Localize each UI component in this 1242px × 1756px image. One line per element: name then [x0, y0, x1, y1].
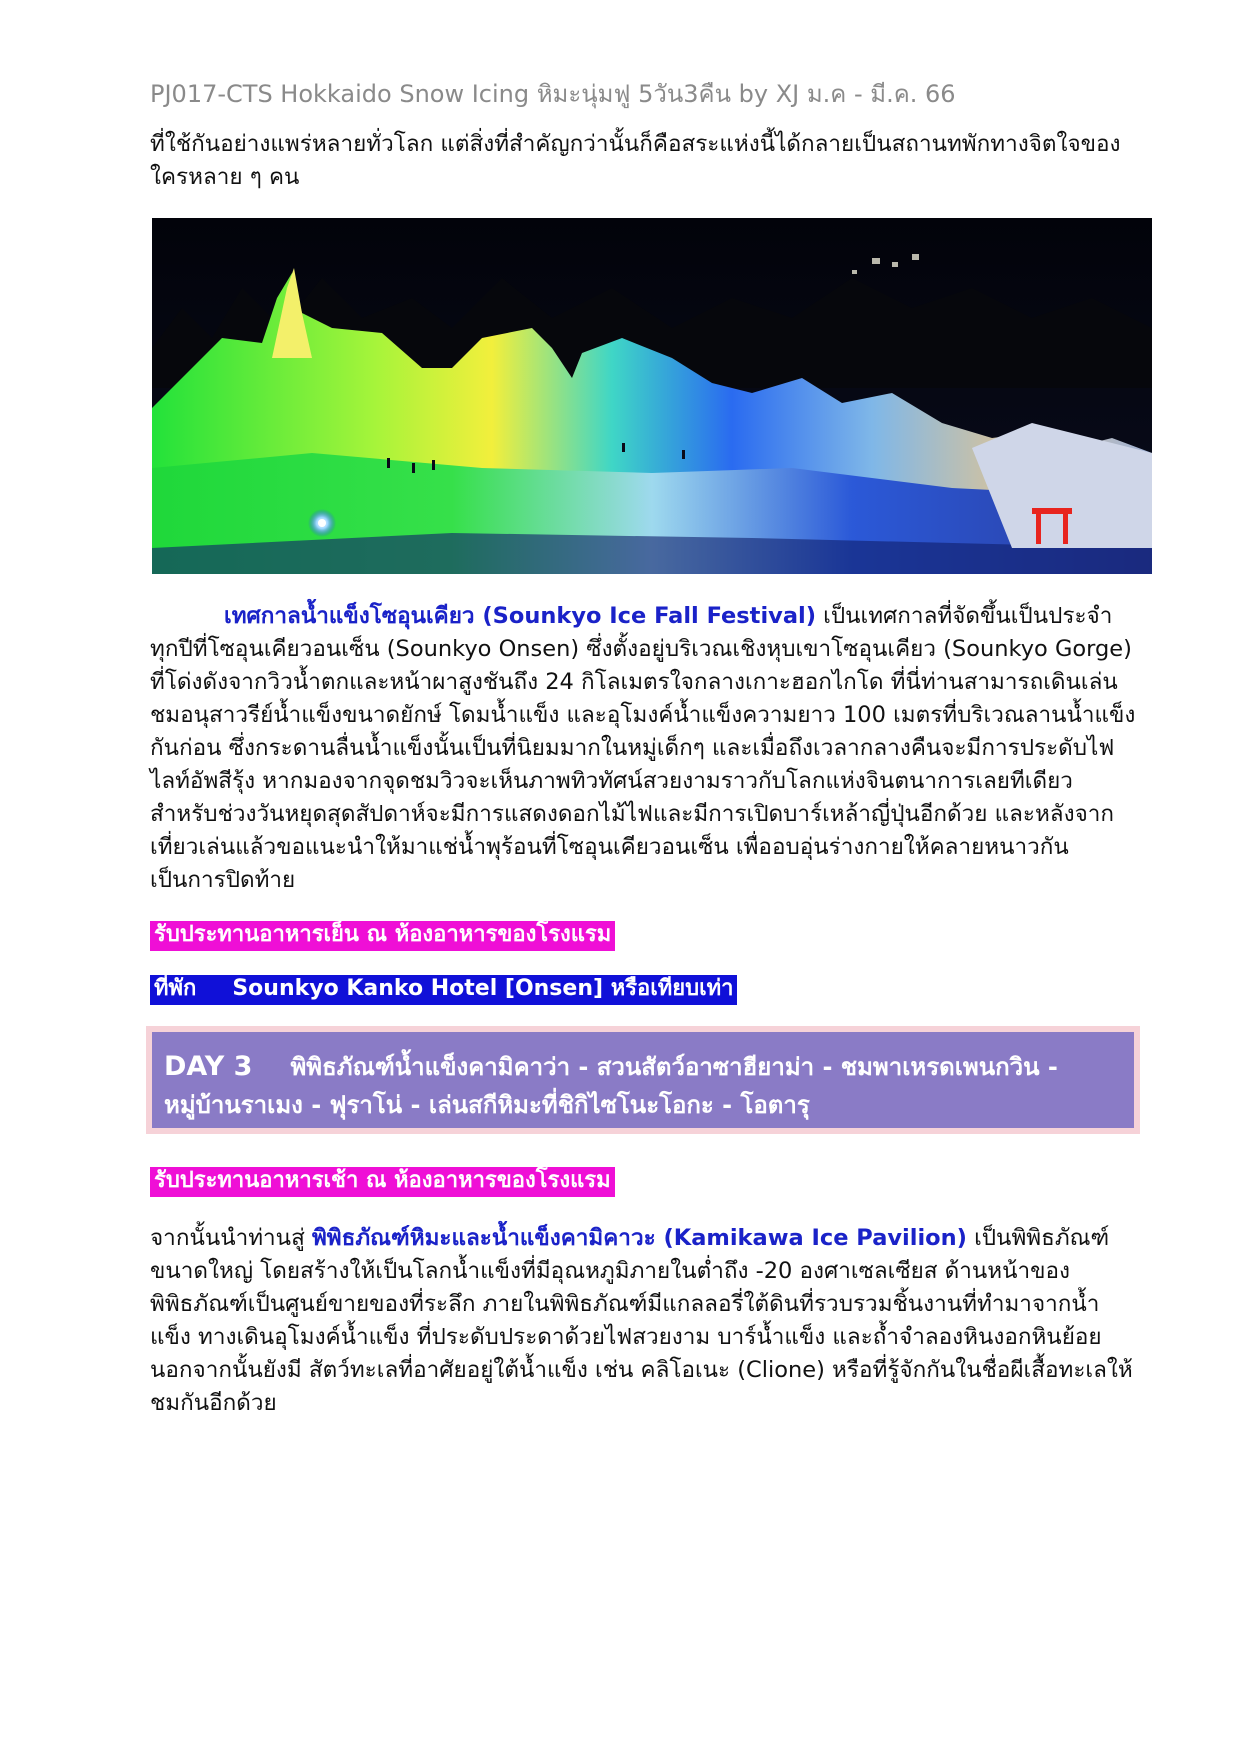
page-header: PJ017-CTS Hokkaido Snow Icing หิมะนุ่มฟู 5วัน3คืน by XJ ม.ค - มี.ค. 66: [150, 80, 956, 108]
museum-prefix: จากนั้นนำท่านสู่: [150, 1225, 312, 1251]
museum-paragraph: [150, 1222, 1140, 1420]
ice-festival-photo: [152, 218, 1152, 574]
breakfast-banner: รับประทานอาหารเช้า ณ ห้องอาหารของโรงแรม: [150, 1167, 615, 1197]
festival-paragraph: [150, 600, 1140, 897]
day-label: DAY 3: [164, 1051, 253, 1082]
intro-paragraph: ที่ใช้กันอย่างแพร่หลายทั่วโลก แต่สิ่งที่สำคัญกว่านั้นก็คือสระแห่งนี้ได้กลายเป็นสถานทพักทางจิตใจของใครหลาย ๆ คน: [150, 131, 1121, 190]
day-title: พิพิธภัณฑ์น้ำแข็งคามิคาว่า - สวนสัตว์อาซาฮียาม่า - ชมพาเหรดเพนกวิน - หมู่บ้านราเมง - ฟุราโน่ - เล่นสกีหิมะที่ชิกิไซโนะโอกะ - โอตารุ: [164, 1053, 1058, 1119]
day-header-inner: [152, 1032, 1134, 1128]
museum-body: เป็นพิพิธภัณฑ์ขนาดใหญ่ โดยสร้างให้เป็นโลกน้ำแข็งที่มีอุณหภูมิภายในต่ำถึง -20 องศาเซลเซียส ด้านหน้าของพิพิธภัณฑ์เป็นศูนย์ขายของที่ระลึก ภายในพิพิธภัณฑ์มีแกลลอรี่ใต้ดินที่รวบรวมชิ้นงานที่ทำมาจากน้ำแข็ง ทางเดินอุโมงค์น้ำแข็ง ที่ประดับประดาด้วยไฟสวยงาม บาร์น้ำแข็ง และถ้ำจำลองหินงอกหินย้อย นอกจากนั้นยังมี สัตว์ทะเลที่อาศัยอยู่ใต้น้ำแข็ง เช่น คลิโอเนะ (Clione) หรือที่รู้จักกันในชื่อผีเสื้อทะเลให้ชมกันอีกด้วย: [150, 1225, 1133, 1416]
ice-festival-illustration: [152, 218, 1152, 574]
hotel-label: ที่พัก: [154, 976, 197, 1001]
dinner-banner: รับประทานอาหารเย็น ณ ห้องอาหารของโรงแรม: [150, 921, 615, 951]
festival-body: เป็นเทศกาลที่จัดขึ้นเป็นประจำทุกปีที่โซอุนเคียวอนเซ็น (Sounkyo Onsen) ซึ่งตั้งอยู่บริเวณเชิงหุบเขาโซอุนเคียว (Sounkyo Gorge) ที่โด่งดังจากวิวน้ำตกและหน้าผาสูงชันถึง 24 กิโลเมตรใจกลางเกาะฮอกไกโด ที่นี่ท่านสามารถเดินเล่นชมอนุสาวรีย์น้ำแข็งขนาดยักษ์ โดมน้ำแข็ง และอุโมงค์น้ำแข็งความยาว 100 เมตรที่บริเวณลานน้ำแข็งกันก่อน ซึ่งกระดานลื่นน้ำแข็งนั้นเป็นที่นิยมมากในหมู่เด็กๆ และเมื่อถึงเวลากลางคืนจะมีการประดับไฟไลท์อัพสีรุ้ง หากมองจากจุดชมวิวจะเห็นภาพทิวทัศน์สวยงามราวกับโลกแห่งจินตนาการเลยทีเดียว สำหรับช่วงวันหยุดสุดสัปดาห์จะมีการแสดงดอกไม้ไฟและมีการเปิดบาร์เหล้าญี่ปุ่นอีกด้วย และหลังจากเที่ยวเล่นแล้วขอแนะนำให้มาแช่น้ำพุร้อนที่โซอุนเคียวอนเซ็น เพื่ออบอุ่นร่างกายให้คลายหนาวกันเป็นการปิดท้าย: [150, 603, 1136, 893]
hotel-banner: [150, 975, 737, 1005]
festival-title: เทศกาลน้ำแข็งโซอุนเคียว (Sounkyo Ice Fall Festival): [224, 603, 816, 629]
hotel-name: Sounkyo Kanko Hotel [Onsen] หรือเทียบเท่า: [232, 976, 734, 1001]
museum-title: พิพิธภัณฑ์หิมะและน้ำแข็งคามิคาวะ (Kamikawa Ice Pavilion): [311, 1225, 967, 1251]
day-header-box: [146, 1026, 1140, 1134]
